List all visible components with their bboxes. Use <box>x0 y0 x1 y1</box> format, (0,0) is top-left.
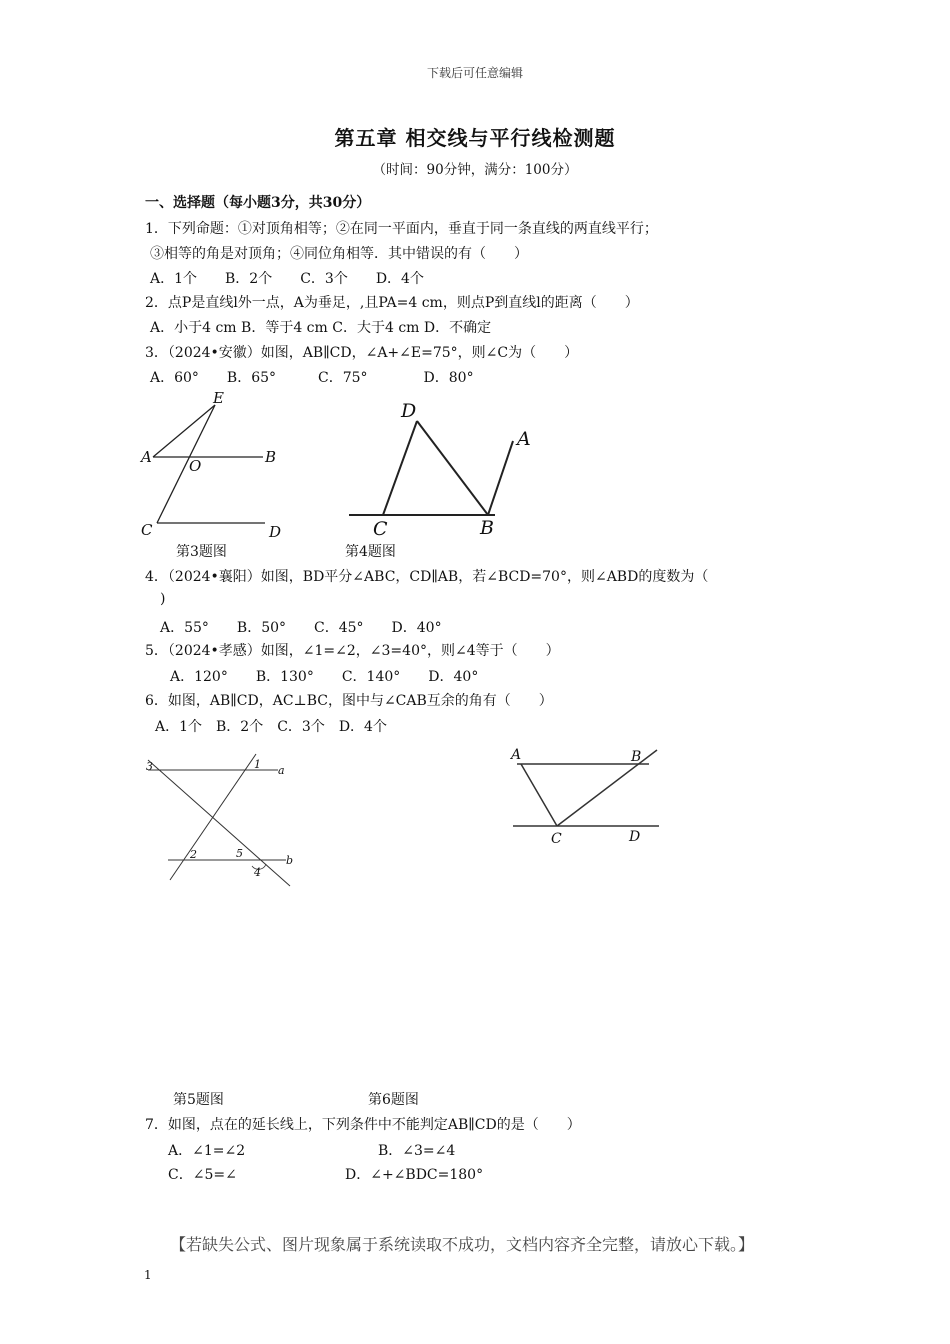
page-title: 第五章 相交线与平行线检测题 <box>334 126 616 150</box>
fig4-caption: 第4题图 <box>345 544 396 560</box>
exam-info: （时间：90分钟，满分：100分） <box>372 162 578 178</box>
label-4: 4 <box>254 866 261 879</box>
label-c: C <box>373 518 388 540</box>
q3-options: A．60° B．65° C．75° D．80° <box>150 370 474 386</box>
label-5: 5 <box>236 847 243 860</box>
transversal-1 <box>148 760 290 886</box>
label-3: 3 <box>146 760 153 773</box>
q1-options: A．1个 B．2个 C．3个 D．4个 <box>150 271 424 287</box>
figure-q4 <box>345 395 545 545</box>
q7-option-d: D．∠+∠BDC=180° <box>345 1167 484 1183</box>
label-a: a <box>278 764 285 777</box>
page-header: 下载后可任意编辑 <box>426 66 523 80</box>
q4-stem-cont: ) <box>160 591 166 607</box>
q6-options: A．1个 B．2个 C．3个 D．4个 <box>155 719 387 735</box>
label-a: A <box>141 448 152 466</box>
q2-stem: 2．点P是直线l外一点，A为垂足，,且PA=4 cm，则点P到直线l的距离（ ） <box>145 295 639 311</box>
segment-db <box>417 421 488 515</box>
section-heading: 一、选择题（每小题3分，共30分） <box>145 195 371 211</box>
ray-ba <box>488 441 513 515</box>
q7-stem: 7．如图，点在的延长线上，下列条件中不能判定AB∥CD的是（ ） <box>145 1117 581 1133</box>
label-a: A <box>511 747 522 763</box>
segment-ae <box>153 405 215 457</box>
q7-option-c: C．∠5=∠ <box>168 1167 237 1183</box>
q2-options: A．小于4 cm B．等于4 cm C．大于4 cm D．不确定 <box>150 320 492 336</box>
q4-stem: 4．（2024•襄阳）如图，BD平分∠ABC，CD∥AB，若∠BCD=70°，则∠ABD的度数为（ <box>145 569 709 585</box>
segment-cb <box>557 750 657 826</box>
label-e: E <box>213 389 224 407</box>
q3-stem: 3．（2024•安徽）如图，AB∥CD，∠A+∠E=75°，则∠C为（ ） <box>145 345 579 361</box>
label-2: 2 <box>190 848 197 861</box>
q1-stem-cont: ③相等的角是对顶角；④同位角相等．其中错误的有（ ） <box>150 246 528 262</box>
segment-cd <box>383 421 417 515</box>
figure-q6 <box>505 740 675 850</box>
label-d: D <box>401 400 417 422</box>
label-a: A <box>517 428 531 450</box>
transversal-2 <box>170 754 256 880</box>
label-d: D <box>269 523 282 541</box>
q1-stem: 1．下列命题：①对顶角相等；②在同一平面内，垂直于同一条直线的两直线平行； <box>145 221 658 237</box>
figure-q5 <box>140 750 300 890</box>
label-b: B <box>480 517 494 539</box>
download-notice: 【若缺失公式、图片现象属于系统读取不成功，文档内容齐全完整，请放心下载。】 <box>170 1235 755 1254</box>
label-o: O <box>189 457 202 475</box>
segment-ec <box>157 405 215 523</box>
q5-stem: 5．（2024•孝感）如图，∠1=∠2，∠3=40°，则∠4等于（ ） <box>145 643 560 659</box>
q6-stem: 6．如图，AB∥CD，AC⊥BC，图中与∠CAB互余的角有（ ） <box>145 693 553 709</box>
fig5-caption: 第5题图 <box>173 1092 224 1108</box>
figure-q3 <box>135 385 305 545</box>
fig6-caption: 第6题图 <box>368 1092 419 1108</box>
q7-option-b: B．∠3=∠4 <box>378 1143 456 1159</box>
label-c: C <box>551 831 562 847</box>
segment-ac <box>521 764 557 826</box>
label-c: C <box>141 521 153 539</box>
label-b: B <box>631 749 642 765</box>
page-number: 1 <box>144 1268 152 1282</box>
q7-option-a: A．∠1=∠2 <box>168 1143 246 1159</box>
label-b: B <box>265 448 277 466</box>
q5-options: A．120° B．130° C．140° D．40° <box>170 669 479 685</box>
fig3-caption: 第3题图 <box>176 544 227 560</box>
label-d: D <box>629 829 641 845</box>
label-1: 1 <box>254 758 261 771</box>
q4-options: A．55° B．50° C．45° D．40° <box>160 620 442 636</box>
label-b: b <box>286 854 294 867</box>
